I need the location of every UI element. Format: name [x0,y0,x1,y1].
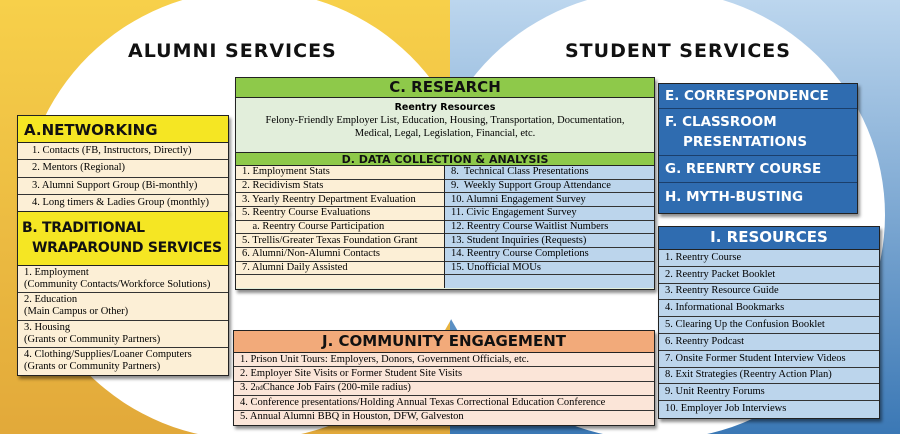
resources-header: I. RESOURCES [659,227,879,250]
networking-header: A.NETWORKING [18,116,228,143]
wraparound-title-line2: WRAPAROUND SERVICES [32,240,222,256]
data-collection-item [236,275,444,288]
correspondence-item: E. CORRESPONDENCE [659,84,857,109]
wraparound-item-line2: (Community Contacts/Workforce Solutions) [24,279,211,291]
networking-item: 3. Alumni Support Group (Bi-monthly) [18,178,228,195]
networking-box [17,115,229,212]
wraparound-item-line1: 3. Housing [24,321,71,333]
data-collection-item: 11. Civic Engagement Survey [445,207,654,221]
classroom-line1: F. CLASSROOM [665,114,777,130]
wraparound-item-line2: (Grants or Community Partners) [24,333,161,345]
community-item: 5. Annual Alumni BBQ in Houston, DFW, Galveston [240,411,464,423]
research-line1: Felony-Friendly Employer List, Education, Housing, Transportation, Documentation, [265,115,625,126]
wraparound-header [18,212,228,266]
data-collection-item: 13. Student Inquiries (Requests) [445,234,654,248]
wraparound-item [18,293,228,320]
data-collection-item [445,275,654,288]
resource-item: 4. Informational Bookmarks [659,300,879,317]
resource-item: 7. Onsite Former Student Interview Videos [659,351,879,368]
resource-item: 2. Reentry Packet Booklet [659,267,879,284]
resource-item: 9. Unit Reentry Forums [659,384,879,401]
wraparound-item [18,321,228,348]
data-collection-item: 8. Technical Class Presentations [445,166,654,180]
wraparound-item-line2: (Main Campus or Other) [24,306,129,318]
classroom-line2: PRESENTATIONS [683,134,808,150]
alumni-services-title: ALUMNI SERVICES [128,40,337,62]
data-collection-header: D. DATA COLLECTION & ANALYSIS [236,152,654,166]
resource-item: 10. Employer Job Interviews [665,403,787,415]
data-collection-item: a. Reentry Course Participation [236,221,444,235]
community-item: 2. Employer Site Visits or Former Student Site Visits [234,367,654,381]
resource-item: 5. Clearing Up the Confusion Booklet [659,317,879,334]
networking-item: 4. Long timers & Ladies Group (monthly) [32,196,210,208]
student-services-list [658,83,858,214]
resource-item: 1. Reentry Course [659,250,879,267]
data-collection-item: 14. Reentry Course Completions [445,248,654,262]
community-item: 3. 2 nd Chance Job Fairs (200-mile radius) [234,382,654,396]
research-line2: Medical, Legal, Legislation, Financial, etc. [354,128,536,139]
community-header: J. COMMUNITY ENGAGEMENT [234,331,654,353]
research-subtitle: Reentry Resources [394,102,496,113]
networking-item: 1. Contacts (FB, Instructors, Directly) [18,143,228,160]
data-collection-item: 2. Recidivism Stats [236,180,444,194]
wraparound-box [17,211,229,376]
data-collection-item: 6. Alumni/Non-Alumni Contacts [236,248,444,262]
community-item: 1. Prison Unit Tours: Employers, Donors, Government Officials, etc. [234,353,654,367]
wraparound-item [18,348,228,374]
wraparound-item-line1: 4. Clothing/Supplies/Loaner Computers [24,348,192,360]
wraparound-item-line1: 2. Education [24,294,78,306]
community-item: 4. Conference presentations/Holding Annual Texas Correctional Education Conference [234,396,654,410]
data-collection-item: 7. Alumni Daily Assisted [236,262,444,276]
research-header: C. RESEARCH [236,78,654,98]
resource-item: 8. Exit Strategies (Reentry Action Plan) [659,368,879,385]
wraparound-item-line1: 1. Employment [24,267,89,279]
data-collection-item: 10. Alumni Engagement Survey [445,193,654,207]
wraparound-item [18,266,228,293]
myth-busting-item: H. MYTH-BUSTING [665,189,804,205]
resource-item: 6. Reentry Podcast [659,334,879,351]
resource-item: 3. Reentry Resource Guide [659,284,879,301]
data-collection-item: 5. Reentry Course Evaluations [236,207,444,221]
classroom-presentations-item [659,109,857,156]
research-content [236,98,654,152]
resources-box [658,226,880,419]
data-collection-item: 15. Unofficial MOUs [445,262,654,276]
research-box [235,77,655,290]
student-services-title: STUDENT SERVICES [565,40,791,62]
wraparound-item-line2: (Grants or Community Partners) [24,360,161,372]
data-collection-item: 1. Employment Stats [236,166,444,180]
reentry-course-item: G. REENRTY COURSE [659,156,857,183]
data-collection-item: 9. Weekly Support Group Attendance [445,180,654,194]
networking-item: 2. Mentors (Regional) [18,160,228,177]
data-collection-item: 3. Yearly Reentry Department Evaluation [236,193,444,207]
data-collection-item: 12. Reentry Course Waitlist Numbers [445,221,654,235]
community-box [233,330,655,426]
data-collection-item: 5. Trellis/Greater Texas Foundation Grant [236,234,444,248]
wraparound-title-line1: B. TRADITIONAL [22,220,145,236]
